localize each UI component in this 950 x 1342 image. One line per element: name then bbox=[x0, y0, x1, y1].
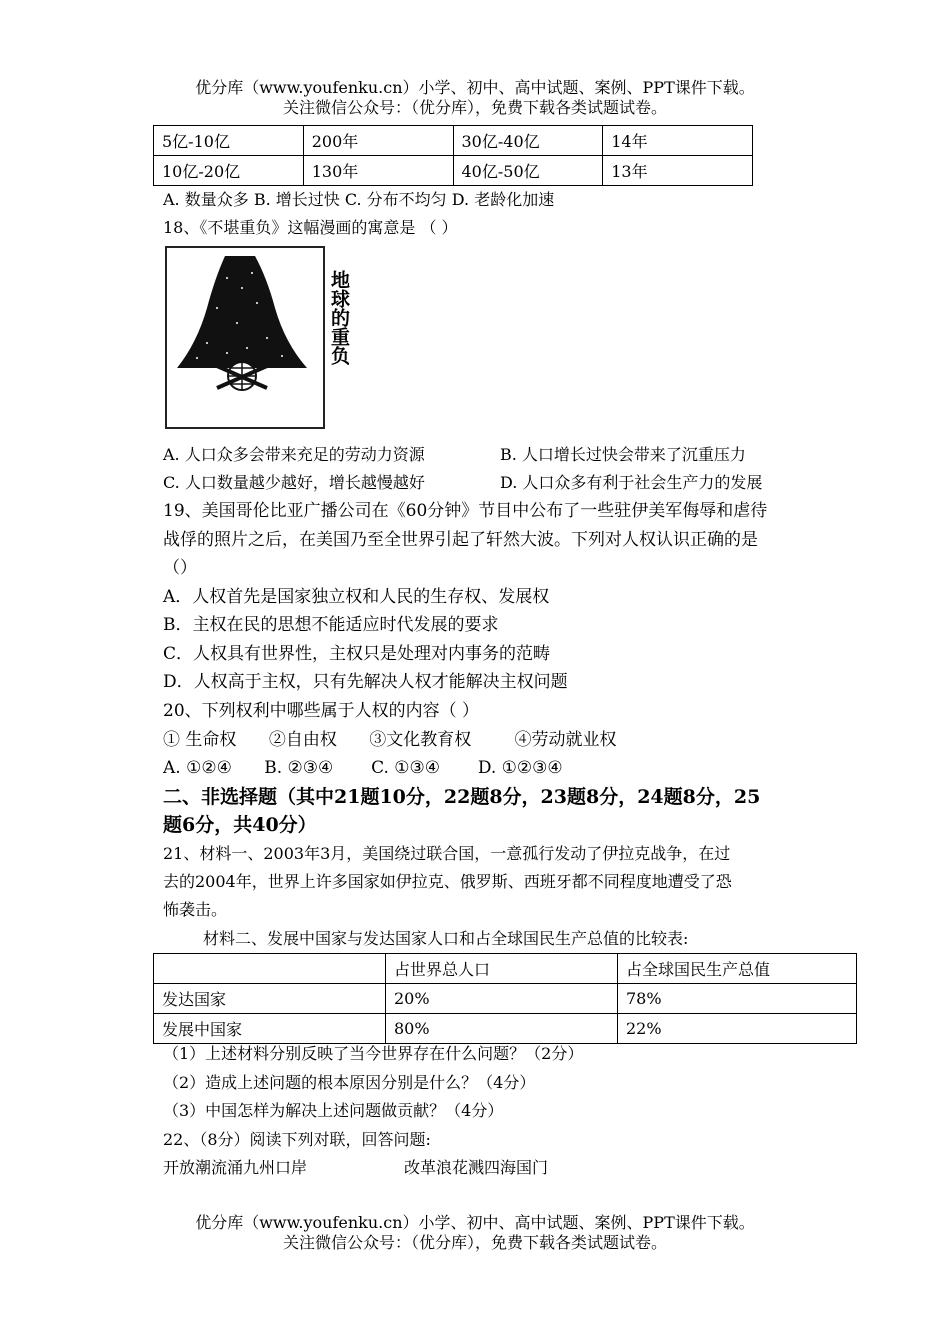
table-cell: 78% bbox=[617, 984, 856, 1014]
section-2-title-2: 题6分，共40分） bbox=[163, 814, 317, 836]
footer-line-2: 关注微信公众号：（优分库），免费下载各类试题试卷。 bbox=[282, 1233, 667, 1252]
header-line-1: 优分库（www.youfenku.cn）小学、初中、高中试题、案例、PPT课件下载。 bbox=[195, 78, 755, 97]
gdp-comparison-table bbox=[153, 953, 857, 1044]
section-2-title-1: 二、非选择题（其中21题10分，22题8分，23题8分，24题8分，25 bbox=[163, 786, 761, 808]
table-cell: 发展中国家 bbox=[154, 1014, 386, 1044]
table-header-cell: 占世界总人口 bbox=[385, 954, 617, 984]
cartoon-caption: 地球的重负 bbox=[328, 270, 350, 365]
q21-material-2: 材料二、发展中国家与发达国家人口和占全球国民生产总值的比较表: bbox=[203, 929, 689, 948]
table-row bbox=[154, 1014, 857, 1044]
table-cell: 130年 bbox=[303, 156, 453, 186]
q19-option-d: D．人权高于主权，只有先解决人权才能解决主权问题 bbox=[163, 672, 568, 692]
table-row bbox=[154, 984, 857, 1014]
cartoon-image bbox=[165, 246, 350, 429]
table-cell: 22% bbox=[617, 1014, 856, 1044]
q19-option-a: A．人权首先是国家独立权和人民的生存权、发展权 bbox=[163, 587, 550, 607]
q18-option-c: C. 人口数量越少越好，增长越慢越好 bbox=[163, 473, 425, 492]
q18-option-d: D. 人口众多有利于社会生产力的发展 bbox=[500, 473, 763, 492]
q21-material-1-line-3: 怖袭击。 bbox=[163, 900, 228, 919]
q20-stem: 20、下列权利中哪些属于人权的内容（ ） bbox=[163, 701, 480, 721]
table-cell: 20% bbox=[385, 984, 617, 1014]
table-cell: 14年 bbox=[603, 126, 753, 156]
q21-sub-1: （1）上述材料分别反映了当今世界存在什么问题？（2分） bbox=[163, 1044, 584, 1063]
table-row bbox=[154, 954, 857, 984]
table-header-cell: 占全球国民生产总值 bbox=[617, 954, 856, 984]
q21-material-1-line-2: 去的2004年，世界上许多国家如伊拉克、俄罗斯、西班牙都不同程度地遭受了恐 bbox=[163, 872, 732, 891]
table-cell: 80% bbox=[385, 1014, 617, 1044]
q18-option-b: B. 人口增长过快会带来了沉重压力 bbox=[500, 445, 746, 464]
q21-sub-2: （2）造成上述问题的根本原因分别是什么？（4分） bbox=[163, 1073, 536, 1092]
q18-option-a: A. 人口众多会带来充足的劳动力资源 bbox=[163, 445, 425, 464]
q22-stem: 22、（8分）阅读下列对联，回答问题: bbox=[163, 1130, 431, 1149]
table-row bbox=[154, 156, 753, 186]
table-cell: 40亿-50亿 bbox=[453, 156, 603, 186]
q19-option-c: C．人权具有世界性，主权只是处理对内事务的范畴 bbox=[163, 644, 551, 664]
q18-stem: 18、《不堪重负》这幅漫画的寓意是 （ ） bbox=[163, 218, 458, 237]
footer-line-1: 优分库（www.youfenku.cn）小学、初中、高中试题、案例、PPT课件下载。 bbox=[195, 1213, 755, 1232]
population-growth-table bbox=[153, 125, 753, 186]
q21-sub-3: （3）中国怎样为解决上述问题做贡献？（4分） bbox=[163, 1101, 504, 1120]
table-cell: 5亿-10亿 bbox=[154, 126, 304, 156]
q20-items: ① 生命权 ②自由权 ③文化教育权 ④劳动就业权 bbox=[163, 730, 617, 750]
q22-couplet-right: 改革浪花溅四海国门 bbox=[404, 1158, 549, 1177]
table-cell: 13年 bbox=[603, 156, 753, 186]
q20-options: A. ①②④ B. ②③④ C. ①③④ D. ①②③④ bbox=[163, 758, 563, 778]
table-row bbox=[154, 126, 753, 156]
cartoon-drawing bbox=[167, 248, 323, 427]
table-cell: 200年 bbox=[303, 126, 453, 156]
table-cell: 10亿-20亿 bbox=[154, 156, 304, 186]
q19-option-b: B．主权在民的思想不能适应时代发展的要求 bbox=[163, 615, 499, 635]
q17-options: A. 数量众多 B. 增长过快 C. 分布不均匀 D. 老龄化加速 bbox=[163, 190, 555, 209]
q19-stem-2: 战俘的照片之后，在美国乃至全世界引起了轩然大波。下列对人权认识正确的是 bbox=[163, 530, 758, 550]
table-cell: 30亿-40亿 bbox=[453, 126, 603, 156]
q22-couplet-left: 开放潮流涌九州口岸 bbox=[163, 1158, 308, 1177]
header-line-2: 关注微信公众号：（优分库），免费下载各类试题试卷。 bbox=[282, 98, 667, 117]
table-cell: 发达国家 bbox=[154, 984, 386, 1014]
q19-stem-3: （） bbox=[163, 558, 197, 578]
q21-material-1-line-1: 21、材料一、2003年3月，美国绕过联合国，一意孤行发动了伊拉克战争，在过 bbox=[163, 844, 731, 863]
q19-stem-1: 19、美国哥伦比亚广播公司在《60分钟》节目中公布了一些驻伊美军侮辱和虐待 bbox=[163, 501, 768, 521]
table-header-cell bbox=[154, 954, 386, 984]
